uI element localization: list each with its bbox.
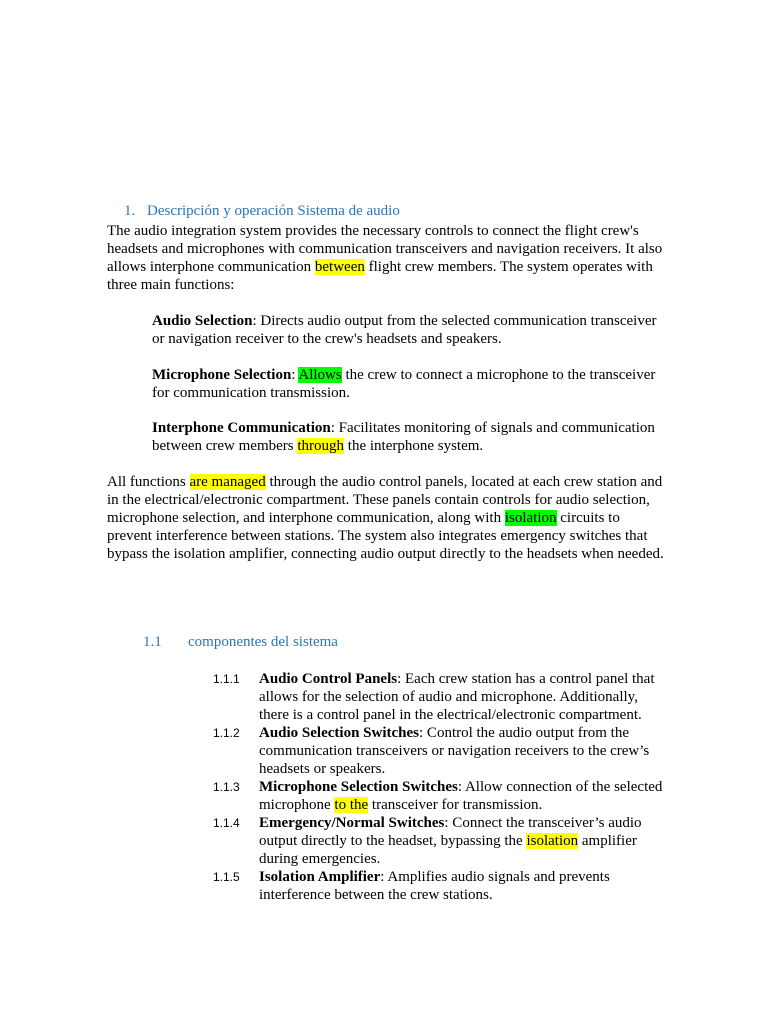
function-description-end: the crew to connect a microphone to the transceiver for communication transmission. — [152, 367, 656, 401]
item-term: Audio Selection Switches — [259, 725, 420, 741]
highlight-green: Allows — [298, 367, 342, 383]
section-title: Descripción y operación Sistema de audio — [147, 203, 400, 219]
highlight-yellow: through — [297, 438, 345, 454]
intro-text: The audio integration system provides the necessary controls to connect the flight crew's headsets and microphones with communication transceivers and navigation receivers. It also allows interphone communication — [107, 223, 663, 275]
item-number: 1.1.1 — [213, 672, 240, 686]
function-description: : — [291, 367, 299, 383]
function-item — [152, 312, 667, 348]
item-number: 1.1.4 — [213, 816, 240, 830]
item-number: 1.1.3 — [213, 780, 240, 794]
function-description: : Facilitates monitoring of signals and communication between crew members — [152, 420, 655, 454]
function-description: : Directs audio output from the selected communication transceiver or navigation receiver to the crew's headsets and speakers. — [152, 313, 657, 347]
function-term: Interphone Communication — [152, 420, 331, 436]
item-description: : Each crew station has a control panel that allows for the selection of audio and microphone. Additionally, there is a control panel in the electrical/electronic compartment. — [259, 671, 655, 723]
intro-paragraph — [107, 222, 667, 294]
item-text — [259, 868, 663, 904]
item-description: : Amplifies audio signals and prevents interference between the crew stations. — [259, 869, 610, 903]
highlight-yellow: between — [314, 259, 365, 275]
section-number: 1. — [124, 203, 136, 219]
function-item — [152, 419, 667, 455]
subsection-heading — [143, 633, 338, 651]
function-term: Microphone Selection — [152, 367, 292, 383]
summary-paragraph — [107, 473, 667, 563]
intro-text-end: flight crew members. The system operates with three main functions: — [107, 259, 653, 293]
item-description: : Control the audio output from the communication transceivers or navigation receivers to the crew’s headsets or speakers. — [259, 725, 650, 777]
item-text — [259, 778, 663, 814]
summary-text: All functions — [107, 474, 190, 490]
function-term: Audio Selection — [152, 313, 253, 329]
highlight-yellow: isolation — [526, 833, 579, 849]
item-term: Emergency/Normal Switches — [259, 815, 445, 831]
summary-text: circuits to prevent interference between stations. The system also integrates emergency switches that bypass the isolation amplifier, connecting audio output directly to the headsets when needed. — [107, 510, 664, 562]
function-description-end: the interphone system. — [344, 438, 484, 454]
item-description-end: transceiver for transmission. — [368, 797, 543, 813]
item-number: 1.1.5 — [213, 870, 240, 884]
highlight-yellow: are managed — [189, 474, 266, 490]
section-heading — [124, 202, 400, 220]
item-term: Microphone Selection Switches — [259, 779, 458, 795]
subsection-title: componentes del sistema — [188, 634, 338, 650]
highlight-green: isolation — [504, 510, 557, 526]
highlight-yellow: to the — [334, 797, 369, 813]
subsection-number: 1.1 — [143, 634, 162, 650]
item-text — [259, 670, 663, 724]
item-number: 1.1.2 — [213, 726, 240, 740]
item-description: : Allow connection of the selected microphone — [259, 779, 663, 813]
item-term: Audio Control Panels — [259, 671, 398, 687]
item-text — [259, 814, 663, 868]
item-text — [259, 724, 663, 778]
item-term: Isolation Amplifier — [259, 869, 381, 885]
function-item — [152, 366, 667, 402]
summary-text: through the audio control panels, located at each crew station and in the electrical/electronic compartment. These panels contain controls for audio selection, microphone selection, and interphone communication, along with — [107, 474, 663, 526]
item-description: : Connect the transceiver’s audio output directly to the headset, bypassing the — [259, 815, 642, 849]
item-description-end: amplifier during emergencies. — [259, 833, 637, 867]
